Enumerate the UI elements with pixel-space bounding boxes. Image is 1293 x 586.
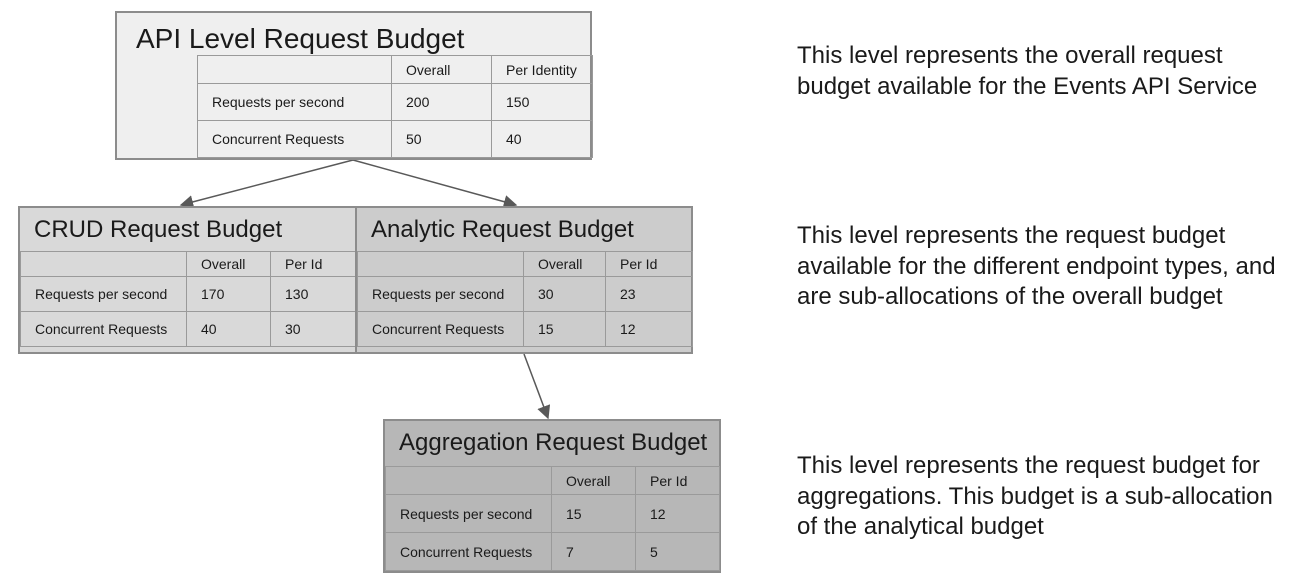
row-label: Concurrent Requests [21, 312, 187, 347]
api-level-budget-box [115, 11, 592, 160]
crud-table [20, 251, 356, 347]
header-empty-cell [198, 56, 392, 84]
overall-value: 40 [187, 312, 271, 347]
arrow-api-to-crud [181, 160, 353, 205]
header-empty-cell [21, 252, 187, 277]
api-level-title: API Level Request Budget [136, 23, 465, 54]
row-label: Requests per second [198, 84, 392, 121]
header-per-identity: Per Identity [492, 56, 593, 84]
table-header-row [358, 252, 693, 277]
per-value: 12 [606, 312, 693, 347]
arrow-analytic-to-aggregation [524, 354, 548, 418]
table-row [198, 121, 593, 158]
overall-value: 50 [392, 121, 492, 158]
per-value: 150 [492, 84, 593, 121]
table-row [198, 84, 593, 121]
overall-value: 7 [552, 533, 636, 571]
per-value: 23 [606, 277, 693, 312]
overall-value: 170 [187, 277, 271, 312]
header-overall: Overall [552, 467, 636, 495]
table-row [358, 312, 693, 347]
aggregation-table [385, 466, 720, 571]
level1-description: This level represents the overall request budget available for the Events API Service [797, 42, 1258, 100]
row-label: Concurrent Requests [198, 121, 392, 158]
per-value: 5 [636, 533, 720, 571]
header-per-id: Per Id [606, 252, 693, 277]
row-label: Requests per second [358, 277, 524, 312]
header-per-id: Per Id [636, 467, 720, 495]
header-overall: Overall [392, 56, 492, 84]
header-empty-cell [358, 252, 524, 277]
table-row [358, 277, 693, 312]
table-header-row [21, 252, 356, 277]
table-header-row [386, 467, 720, 495]
overall-value: 15 [552, 495, 636, 533]
arrow-api-to-analytic [353, 160, 516, 205]
header-per-id: Per Id [271, 252, 356, 277]
level2-description: This level represents the request budget available for the different endpoint types, and are sub-allocations of the overall budget [797, 222, 1276, 310]
table-row [21, 277, 356, 312]
aggregation-title: Aggregation Request Budget [399, 429, 708, 456]
aggregation-budget-box [383, 419, 721, 573]
table-row [386, 533, 720, 571]
analytic-title: Analytic Request Budget [371, 216, 634, 243]
table-row [21, 312, 356, 347]
level3-description: This level represents the request budget for aggregations. This budget is a sub-allocation of the analytical budget [797, 452, 1273, 540]
row-label: Concurrent Requests [358, 312, 524, 347]
api-level-table [197, 55, 593, 158]
per-value: 30 [271, 312, 356, 347]
analytic-budget-box [355, 206, 693, 354]
crud-title: CRUD Request Budget [34, 216, 283, 243]
header-empty-cell [386, 467, 552, 495]
row-label: Requests per second [21, 277, 187, 312]
per-value: 12 [636, 495, 720, 533]
row-label: Requests per second [386, 495, 552, 533]
row-label: Concurrent Requests [386, 533, 552, 571]
overall-value: 30 [524, 277, 606, 312]
per-value: 130 [271, 277, 356, 312]
overall-value: 15 [524, 312, 606, 347]
per-value: 40 [492, 121, 593, 158]
table-row [386, 495, 720, 533]
table-header-row [198, 56, 593, 84]
crud-budget-box [18, 206, 357, 354]
overall-value: 200 [392, 84, 492, 121]
header-overall: Overall [187, 252, 271, 277]
header-overall: Overall [524, 252, 606, 277]
analytic-table [357, 251, 693, 347]
